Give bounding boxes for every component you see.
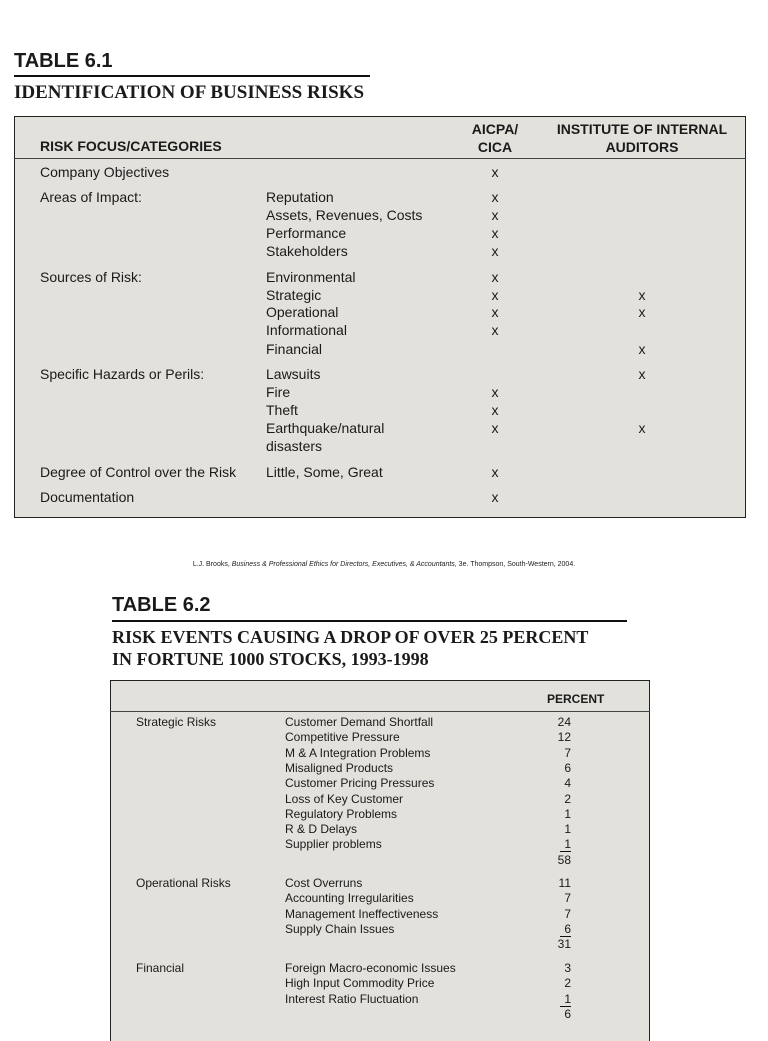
aicpa-mark: x	[491, 464, 499, 480]
risk-event-label: Misaligned Products	[285, 760, 394, 775]
citation-publisher: , 3e. Thompson, South-Western, 2004.	[454, 561, 576, 568]
risk-event-percent: 7	[564, 891, 571, 906]
risk-group-label: Strategic Risks	[136, 715, 217, 729]
aicpa-mark: x	[491, 322, 499, 338]
risk-category-label: Areas of Impact:	[40, 189, 142, 205]
table-6-1-title-rule	[14, 75, 370, 77]
risk-event-percent: 6	[564, 760, 571, 775]
aicpa-mark: x	[491, 304, 499, 320]
risk-item-label: Performance	[266, 225, 347, 241]
citation-author: L.J. Brooks,	[192, 561, 232, 568]
risk-event-label: Supply Chain Issues	[285, 921, 395, 936]
risk-item-label: Informational	[266, 322, 347, 338]
table-6-1-header-divider	[14, 158, 746, 159]
risk-event-percent: 1	[541, 837, 571, 852]
risk-item-label: disasters	[266, 438, 323, 454]
risk-item-label: Theft	[266, 402, 298, 418]
header-aicpa-line1: AICPA/	[471, 121, 519, 137]
risk-group-total: 31	[557, 937, 571, 952]
risk-category-label: Sources of Risk:	[40, 269, 142, 285]
header-percent: PERCENT	[547, 692, 605, 706]
risk-event-percent: 12	[557, 730, 571, 745]
risk-event-percent: 1	[564, 822, 571, 837]
header-iia-line1: INSTITUTE OF INTERNAL	[556, 121, 728, 137]
risk-event-percent: 7	[564, 906, 571, 921]
aicpa-mark: x	[491, 420, 499, 436]
table-6-2-label: TABLE 6.2	[112, 594, 211, 616]
risk-event-label: Cost Overruns	[285, 876, 363, 890]
risk-event-label: Regulatory Problems	[285, 806, 398, 821]
risk-group-label: Operational Risks	[136, 876, 231, 890]
aicpa-mark: x	[491, 287, 499, 303]
table-6-1-title: IDENTIFICATION OF BUSINESS RISKS	[14, 82, 365, 103]
risk-item-label: Environmental	[266, 269, 356, 285]
risk-event-label: M & A Integration Problems	[285, 745, 431, 760]
risk-item-label: Strategic	[266, 287, 322, 303]
risk-item-label: Fire	[266, 384, 291, 400]
header-iia	[542, 120, 742, 156]
risk-event-percent: 2	[564, 976, 571, 991]
risk-event-label: R & D Delays	[285, 822, 358, 837]
risk-event-percent: 6	[541, 922, 571, 937]
risk-category-label: Specific Hazards or Perils:	[40, 366, 205, 382]
risk-event-percent: 7	[564, 745, 571, 760]
iia-mark: x	[638, 420, 646, 436]
risk-item-label: Little, Some, Great	[266, 464, 383, 480]
risk-category-label: Documentation	[40, 489, 135, 505]
table-6-2-title-line2: IN FORTUNE 1000 STOCKS, 1993-1998	[112, 649, 429, 669]
header-iia-line2: AUDITORS	[605, 139, 679, 155]
iia-mark: x	[638, 341, 646, 357]
table-6-2-header-divider	[110, 711, 650, 712]
risk-event-label: Accounting Irregularities	[285, 891, 414, 906]
aicpa-mark: x	[491, 243, 499, 259]
aicpa-mark: x	[491, 207, 499, 223]
iia-mark: x	[638, 304, 646, 320]
header-risk-focus: RISK FOCUS/CATEGORIES	[40, 138, 222, 154]
risk-item-label: Financial	[266, 341, 323, 357]
risk-group-label: Financial	[136, 961, 185, 975]
risk-category-label: Degree of Control over the Risk	[40, 464, 237, 480]
citation-book-title: Business & Professional Ethics for Directors, Executives, & Accountants	[231, 561, 455, 568]
table-6-1-label: TABLE 6.1	[14, 50, 113, 72]
risk-group-total: 58	[557, 852, 571, 867]
risk-event-percent: 1	[541, 992, 571, 1007]
aicpa-mark: x	[491, 402, 499, 418]
risk-event-percent: 11	[558, 876, 571, 890]
risk-event-label: Management Ineffectiveness	[285, 906, 439, 921]
risk-item-label: Assets, Revenues, Costs	[266, 207, 423, 223]
risk-event-label: Customer Pricing Pressures	[285, 776, 435, 791]
aicpa-mark: x	[491, 164, 499, 180]
risk-item-label: Stakeholders	[266, 243, 348, 259]
aicpa-mark: x	[491, 269, 499, 285]
risk-category-label: Company Objectives	[40, 164, 170, 180]
header-aicpa	[455, 120, 535, 156]
risk-event-label: High Input Commodity Price	[285, 976, 435, 991]
risk-event-label: Foreign Macro-economic Issues	[285, 961, 456, 975]
risk-item-label: Operational	[266, 304, 339, 320]
risk-event-percent: 1	[564, 806, 571, 821]
aicpa-mark: x	[491, 489, 499, 505]
risk-group-total: 6	[564, 1006, 571, 1021]
risk-item-label: Earthquake/natural	[266, 420, 385, 436]
risk-item-label: Lawsuits	[266, 366, 321, 382]
risk-event-percent: 4	[564, 776, 571, 791]
header-aicpa-line2: CICA	[477, 139, 513, 155]
risk-event-label: Interest Ratio Fluctuation	[285, 991, 419, 1006]
table-6-2-title-line1: RISK EVENTS CAUSING A DROP OF OVER 25 PERCENT	[112, 627, 589, 647]
risk-event-label: Loss of Key Customer	[285, 791, 404, 806]
risk-item-label: Reputation	[266, 189, 334, 205]
aicpa-mark: x	[491, 189, 499, 205]
risk-event-label: Supplier problems	[285, 837, 382, 852]
citation	[0, 561, 768, 568]
aicpa-mark: x	[491, 225, 499, 241]
risk-event-label: Competitive Pressure	[285, 730, 400, 745]
iia-mark: x	[638, 366, 646, 382]
risk-event-percent: 24	[557, 715, 571, 729]
table-6-2-title	[112, 626, 588, 670]
aicpa-mark: x	[491, 384, 499, 400]
risk-event-percent: 2	[564, 791, 571, 806]
risk-event-percent: 3	[564, 961, 571, 975]
table-6-2-title-rule	[112, 620, 627, 622]
iia-mark: x	[638, 287, 646, 303]
risk-event-label: Customer Demand Shortfall	[285, 715, 434, 729]
